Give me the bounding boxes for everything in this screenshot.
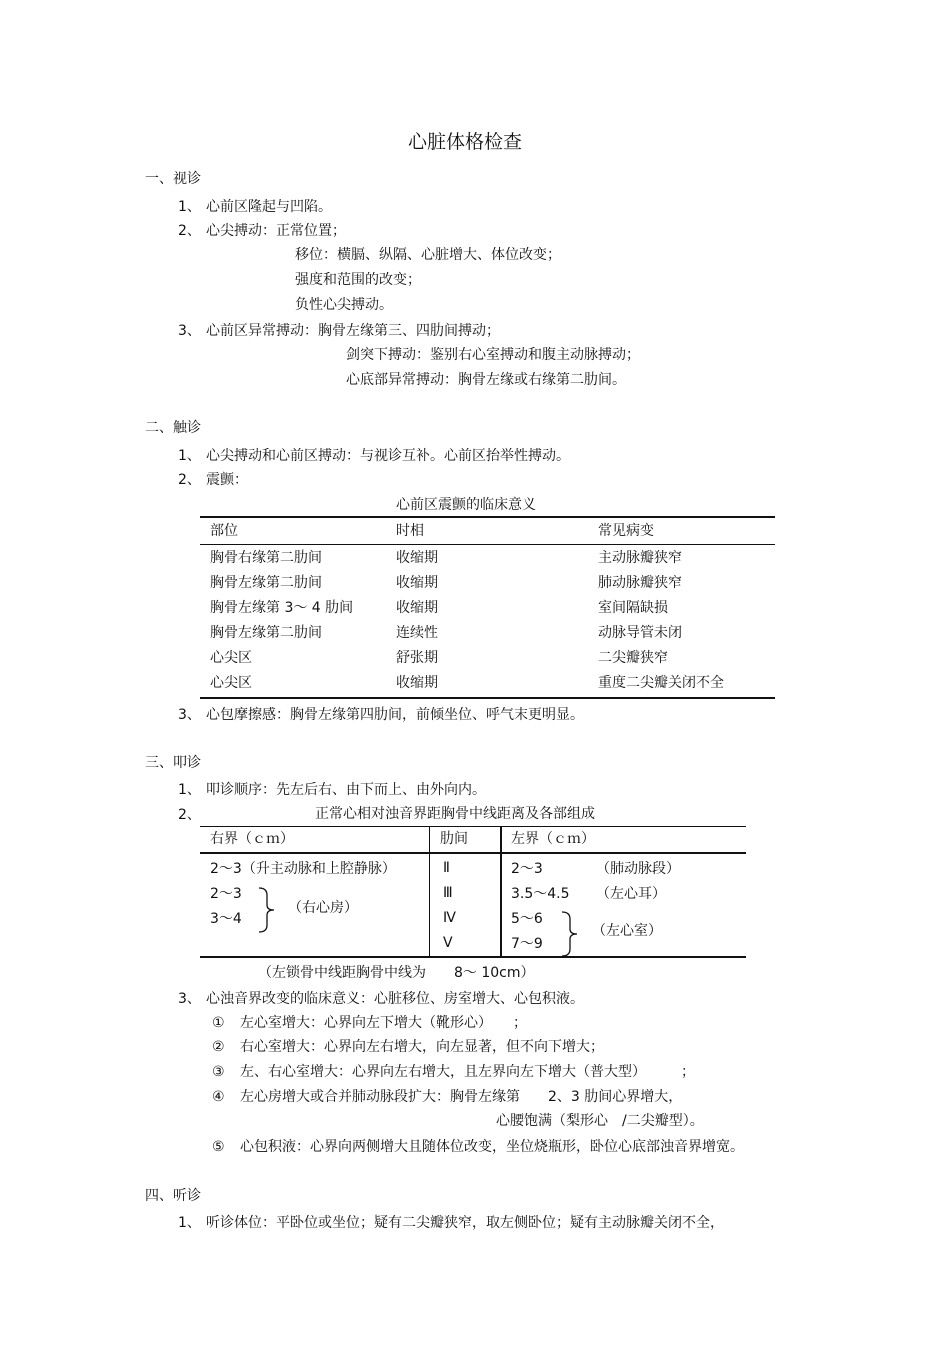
item-number: 1、 [178, 199, 201, 215]
table-caption: 正常心相对浊音界距胸骨中线距离及各部组成 [315, 806, 595, 822]
sub-item-text: 强度和范围的改变； [295, 272, 421, 288]
item-text: 心包摩擦感：胸骨左缘第四肋间，前倾坐位、呼气末更明显。 [206, 707, 584, 723]
right-border-row: 2～3 [210, 886, 242, 902]
table-cell: 重度二尖瓣关闭不全 [598, 675, 724, 691]
table-cell: 肺动脉瓣狭窄 [598, 575, 682, 591]
table-note: （左锁骨中线距胸骨中线为 8～ 10cm） [258, 965, 535, 981]
left-border-value: 5～6 [511, 911, 543, 927]
table-cell: 胸骨左缘第二肋间 [210, 575, 322, 591]
sub-item-text: 剑突下搏动：鉴别右心室搏动和腹主动脉搏动； [346, 347, 640, 363]
table-header: 时相 [396, 523, 424, 539]
rib-label: Ⅲ [443, 885, 453, 901]
table-caption: 心前区震颤的临床意义 [396, 497, 536, 513]
table-cell: 胸骨左缘第二肋间 [210, 625, 322, 641]
table-cell: 心尖区 [210, 675, 252, 691]
table-header: 常见病变 [598, 523, 654, 539]
circled-item-text: 心包积液：心界向两侧增大且随体位改变，坐位烧瓶形，卧位心底部浊音界增宽。 [240, 1139, 744, 1155]
item-number: 3、 [178, 991, 201, 1007]
table-header: 部位 [210, 523, 238, 539]
rib-label: Ⅳ [443, 910, 456, 926]
rib-label: Ⅱ [443, 860, 450, 876]
circled-item-continuation: 心腰饱满（梨形心 /二尖瓣型）。 [496, 1113, 704, 1129]
table-rule [200, 826, 746, 827]
item-number: 2、 [178, 223, 201, 239]
circled-number: ⑤ [212, 1139, 225, 1155]
right-border-row: 3～4 [210, 911, 242, 927]
table-cell: 舒张期 [396, 650, 438, 666]
table-rule [200, 956, 746, 958]
left-brace-icon [560, 911, 580, 957]
left-border-part: （肺动脉段） [596, 861, 680, 877]
left-border-value: 3.5～4.5 [511, 886, 570, 902]
table-cell: 胸骨左缘第 3～ 4 肋间 [210, 600, 354, 616]
table-rule [200, 544, 775, 545]
left-border-part: （左心耳） [596, 886, 666, 902]
table-cell: 室间隔缺损 [598, 600, 668, 616]
circled-item-text: 左心室增大：心界向左下增大（靴形心） ； [240, 1015, 527, 1031]
item-text: 听诊体位：平卧位或坐位；疑有二尖瓣狭窄，取左侧卧位；疑有主动脉瓣关闭不全， [206, 1215, 724, 1231]
table-cell: 连续性 [396, 625, 438, 641]
table-cell: 动脉导管未闭 [598, 625, 682, 641]
table-cell: 主动脉瓣狭窄 [598, 550, 682, 566]
sub-item-text: 负性心尖搏动。 [295, 297, 393, 313]
section-3-heading: 三、叩诊 [145, 755, 201, 771]
table-cell: 收缩期 [396, 550, 438, 566]
item-number: 2、 [178, 807, 201, 823]
table-column-divider [500, 826, 502, 956]
item-text: 心前区异常搏动：胸骨左缘第三、四肋间搏动； [206, 323, 500, 339]
table-cell: 收缩期 [396, 575, 438, 591]
item-number: 1、 [178, 448, 201, 464]
table-header: 右界（ｃｍ） [210, 831, 294, 847]
table-rule [200, 516, 775, 518]
rib-label: Ⅴ [443, 935, 453, 951]
table-column-divider [429, 826, 430, 956]
item-text: 心尖搏动和心前区搏动：与视诊互补。心前区抬举性搏动。 [206, 448, 570, 464]
circled-number: ③ [212, 1064, 225, 1080]
left-ventricle-label: （左心室） [592, 923, 662, 939]
left-border-value: 7～9 [511, 936, 543, 952]
table-cell: 收缩期 [396, 675, 438, 691]
item-number: 3、 [178, 323, 201, 339]
table-header: 肋间 [440, 831, 468, 847]
item-text: 心前区隆起与凹陷。 [206, 199, 332, 215]
item-number: 1、 [178, 782, 201, 798]
table-cell: 收缩期 [396, 600, 438, 616]
right-border-row: 2～3（升主动脉和上腔静脉） [210, 861, 396, 877]
section-2-heading: 二、触诊 [145, 420, 201, 436]
sub-item-text: 心底部异常搏动：胸骨左缘或右缘第二肋间。 [346, 372, 626, 388]
table-cell: 二尖瓣狭窄 [598, 650, 668, 666]
circled-number: ① [212, 1015, 225, 1031]
sub-item-text: 移位：横膈、纵隔、心脏增大、体位改变； [295, 247, 561, 263]
section-4-heading: 四、听诊 [145, 1188, 201, 1204]
page-title: 心脏体格检查 [408, 131, 523, 153]
item-number: 3、 [178, 707, 201, 723]
table-cell: 胸骨右缘第二肋间 [210, 550, 322, 566]
table-rule [200, 852, 746, 854]
circled-item-text: 右心室增大：心界向左右增大，向左显著，但不向下增大； [240, 1039, 604, 1055]
item-text: 心尖搏动：正常位置； [206, 223, 346, 239]
circled-number: ④ [212, 1089, 225, 1105]
item-text: 叩诊顺序：先左后右、由下而上、由外向内。 [206, 782, 486, 798]
right-atrium-label: （右心房） [288, 900, 358, 916]
item-number: 2、 [178, 472, 201, 488]
circled-item-text: 左心房增大或合并肺动脉段扩大：胸骨左缘第 2、3 肋间心界增大， [240, 1089, 683, 1105]
section-1-heading: 一、视诊 [145, 171, 201, 187]
left-border-value: 2～3 [511, 861, 543, 877]
circled-number: ② [212, 1039, 225, 1055]
item-number: 1、 [178, 1215, 201, 1231]
item-text: 心浊音界改变的临床意义：心脏移位、房室增大、心包积液。 [206, 991, 584, 1007]
table-header: 左界（ｃｍ） [511, 831, 595, 847]
circled-item-text: 左、右心室增大：心界向左右增大，且左界向左下增大（普大型） ； [240, 1064, 695, 1080]
right-brace-icon [257, 887, 277, 933]
table-rule [200, 697, 775, 699]
item-text: 震颤： [206, 472, 248, 488]
table-cell: 心尖区 [210, 650, 252, 666]
